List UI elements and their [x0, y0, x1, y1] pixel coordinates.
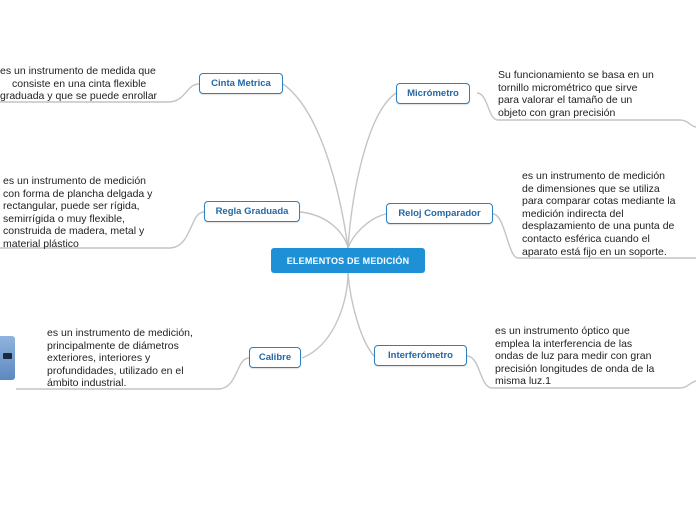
note-line: con forma de plancha delgada y [3, 187, 153, 200]
note-micrometro [498, 69, 688, 119]
connector-micrometro [348, 93, 396, 248]
image-detail [3, 353, 12, 359]
note-line: medición indirecta del [522, 207, 624, 220]
note-line: desplazamiento de una punta de [522, 220, 675, 233]
note-line: ámbito industrial. [47, 377, 127, 390]
connector-regla [300, 212, 348, 248]
note-line: objeto con gran precisión [498, 106, 616, 119]
note-regla-graduada [3, 175, 178, 251]
note-line: es un instrumento de medición, [47, 327, 193, 339]
note-line: ondas de luz para medir con gran [495, 350, 652, 363]
connector-cinta [283, 84, 348, 248]
topic-calibre[interactable]: Calibre [249, 347, 301, 368]
note-cinta-metrica [0, 65, 190, 103]
topic-cinta-metrica[interactable]: Cinta Metrica [199, 73, 283, 94]
note-line: exteriores, interiores y [47, 352, 151, 365]
topic-interferometro[interactable]: Interferómetro [374, 345, 467, 366]
central-node[interactable]: ELEMENTOS DE MEDICIÓN [271, 248, 425, 273]
note-line: es un instrumento de medida que [0, 65, 156, 77]
note-line: graduada y que se puede enrollar [0, 90, 158, 103]
note-line: construida de madera, metal y [3, 225, 145, 238]
note-line: emplea la interferencia de las [495, 337, 633, 350]
note-line: es un instrumento de medición [522, 170, 665, 182]
note-line: para comparar cotas mediante la [522, 195, 676, 208]
note-line: de dimensiones que se utiliza [522, 182, 660, 195]
note-calibre [47, 327, 222, 390]
note-line: rectangular, puede ser rígida, [3, 200, 140, 213]
note-reloj-comparador [522, 170, 696, 258]
connector-reloj [348, 214, 386, 248]
connector-calibre [302, 273, 348, 358]
note-line: profundidades, utilizado en el [47, 364, 184, 377]
note-line: es un instrumento óptico que [495, 325, 630, 337]
calibre-image-thumbnail[interactable] [0, 336, 15, 380]
note-line: consiste en una cinta flexible [12, 77, 147, 90]
note-interferometro [495, 325, 695, 388]
note-line: precisión longitudes de onda de la [495, 362, 655, 375]
topic-reloj-comparador[interactable]: Reloj Comparador [386, 203, 493, 224]
topic-regla-graduada[interactable]: Regla Graduada [204, 201, 300, 222]
note-line: semirrígida o muy flexible, [3, 212, 125, 225]
note-line: aparato está fijo en un soporte. [522, 245, 667, 258]
note-line: principalmente de diámetros [47, 339, 179, 352]
connector-interferometro [348, 273, 374, 356]
note-line: material plástico [3, 237, 79, 250]
topic-micrometro[interactable]: Micrómetro [396, 83, 470, 104]
note-line: para valorar el tamaño de un [498, 94, 633, 107]
note-line: es un instrumento de medición [3, 175, 146, 187]
note-line: Su funcionamiento se basa en un [498, 69, 654, 81]
note-line: contacto esférica cuando el [522, 232, 650, 245]
note-line: tornillo micrométrico que sirve [498, 81, 638, 94]
note-line: misma luz.1 [495, 375, 552, 388]
